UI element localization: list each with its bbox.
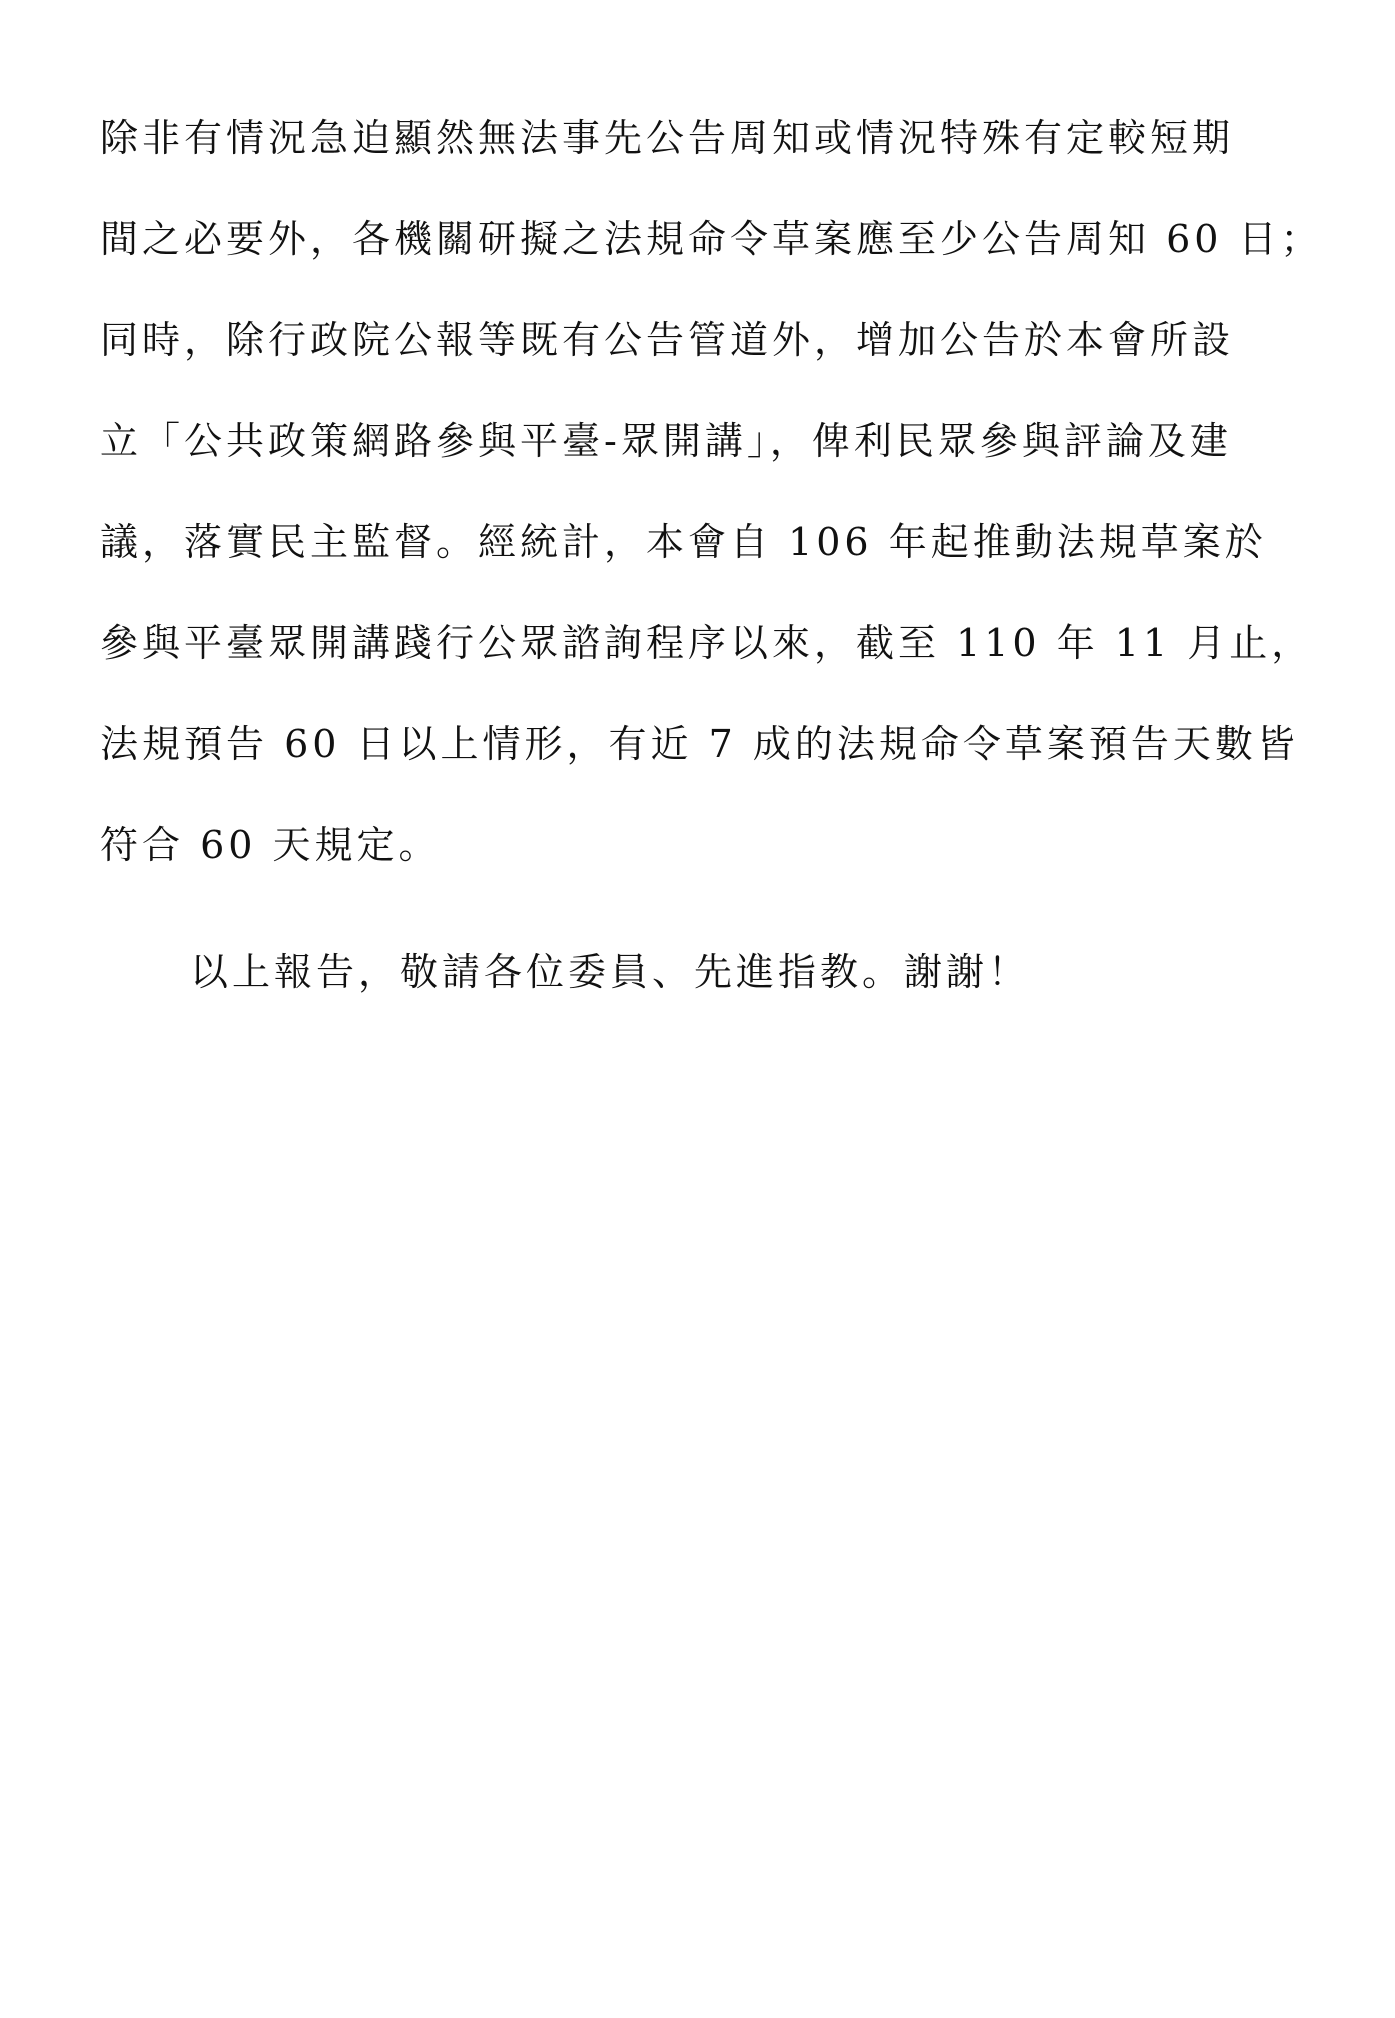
paragraph-line: 同時，除行政院公報等既有公告管道外，增加公告於本會所設 <box>100 318 1235 362</box>
paragraph-line: 除非有情況急迫顯然無法事先公告周知或情況特殊有定較短期 <box>100 116 1235 160</box>
paragraph-line: 議，落實民主監督。經統計，本會自 106 年起推動法規草案於 <box>100 520 1267 564</box>
report-paragraph <box>100 108 1323 916</box>
paragraph-line: 立「公共政策網路參與平臺-眾開講」，俾利民眾參與評論及建 <box>100 419 1232 463</box>
paragraph-line: 符合 60 天規定。 <box>100 823 441 867</box>
paragraph-line: 間之必要外，各機關研擬之法規命令草案應至少公告周知 60 日； <box>100 217 1323 261</box>
paragraph-line: 法規預告 60 日以上情形，有近 7 成的法規命令草案預告天數皆 <box>100 722 1299 766</box>
closing-remark: 以上報告，敬請各位委員、先進指教。謝謝！ <box>190 950 1031 994</box>
paragraph-line: 參與平臺眾開講踐行公眾諮詢程序以來，截至 110 年 11 月止， <box>100 621 1314 665</box>
